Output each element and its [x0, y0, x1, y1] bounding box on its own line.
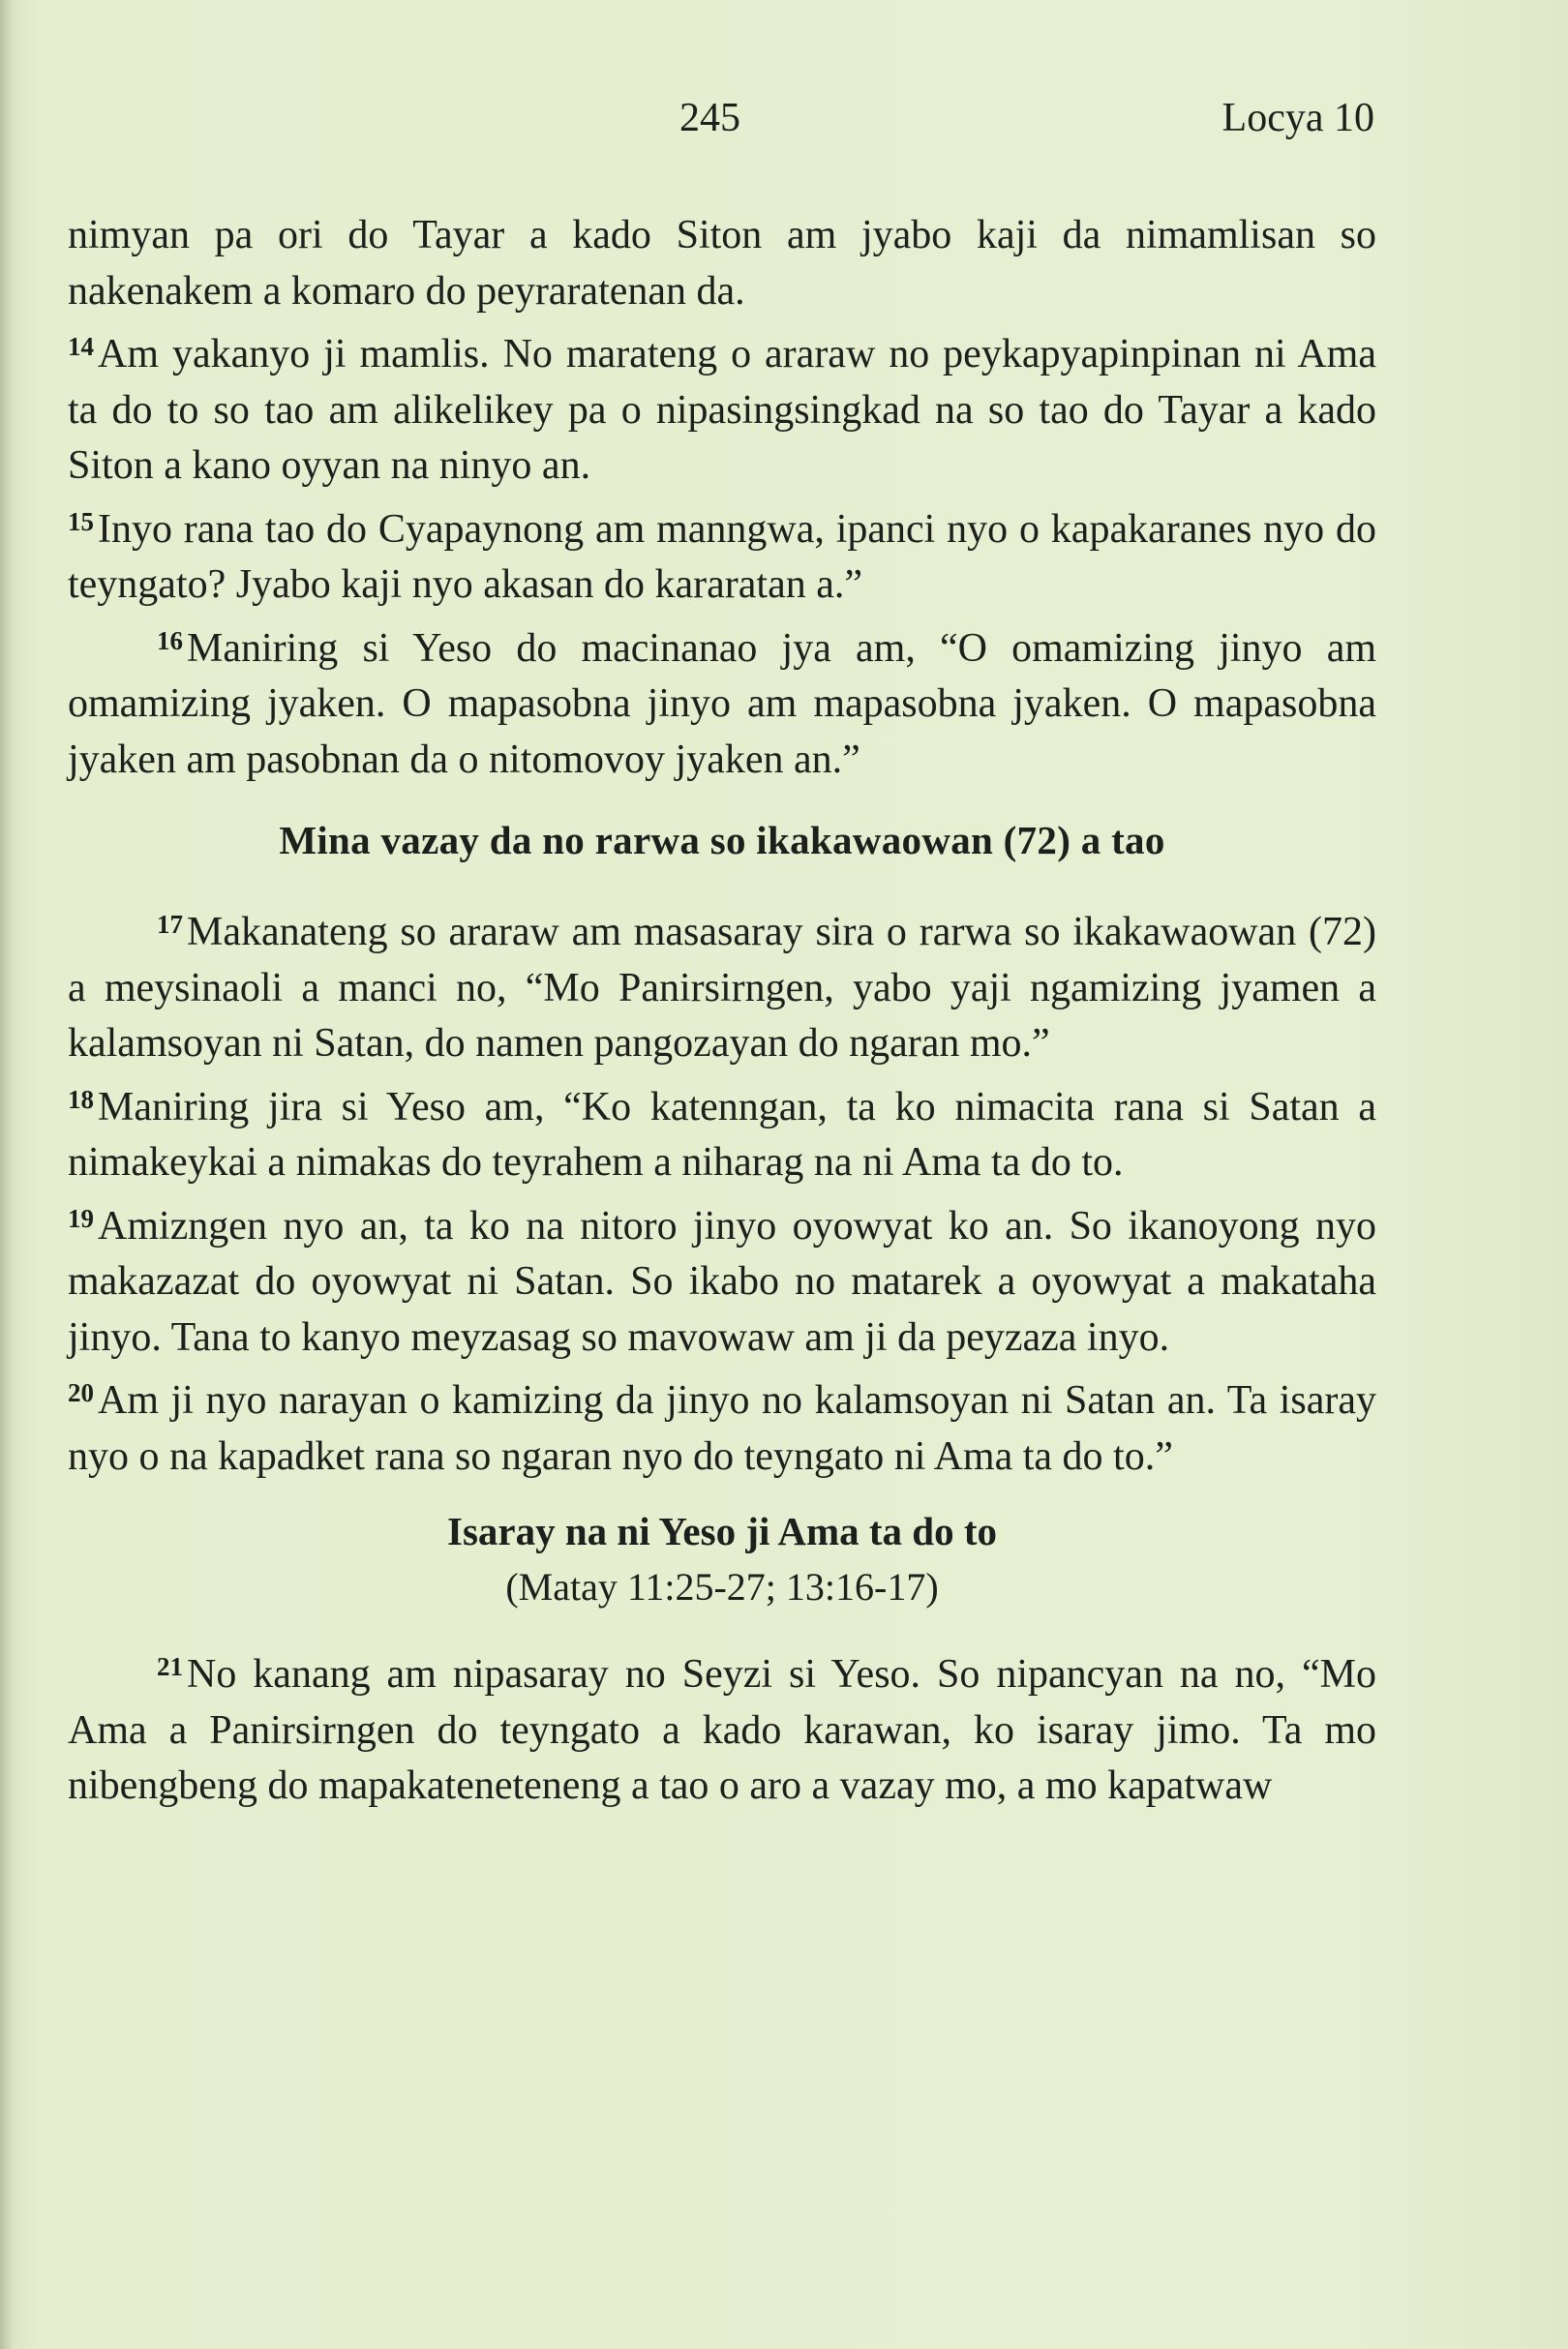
body-text — [68, 208, 1376, 1815]
paragraph — [68, 208, 1376, 319]
paragraph — [68, 495, 1376, 614]
verse-number: 15 — [68, 506, 94, 536]
paragraph — [68, 1072, 1376, 1191]
paragraph — [68, 1640, 1376, 1815]
paragraph — [68, 614, 1376, 789]
verse-number: 17 — [157, 910, 183, 939]
page-number: 245 — [679, 96, 740, 140]
section-heading-title: Isaray na ni Yeso ji Ama ta do to — [447, 1509, 997, 1553]
verse-text: Amizngen nyo an, ta ko na nitoro jinyo oyowyat ko an. So ikanoyong nyo makazazat do oyowyat ni Satan. So ikabo no matarek a oyowyat a makataha jinyo. Tana to kanyo meyzasag so mavowaw am ji da peyzaza inyo. — [68, 1203, 1376, 1360]
verse-text: Am ji nyo narayan o kamizing da jinyo no kalamsoyan ni Satan an. Ta isaray nyo o na kapadket rana so ngaran nyo do teyngato ni Ama ta do to.” — [68, 1378, 1376, 1479]
section-heading — [68, 1504, 1376, 1614]
verse-text: Inyo rana tao do Cyapaynong am manngwa, ipanci nyo o kapakaranes nyo do teyngato? Jyabo kaji nyo akasan do kararatan a.” — [68, 506, 1376, 607]
verse-text: Am yakanyo ji mamlis. No marateng o araraw no peykapyapinpinan ni Ama ta do to so tao am alikelikey pa o nipasingsingkad na so tao do Tayar a kado Siton a kano oyyan na ninyo an. — [68, 332, 1376, 488]
page-spine-shadow — [0, 0, 14, 2349]
verse-text: Maniring si Yeso do macinanao jya am, “O omamizing jinyo am omamizing jyaken. O mapasobna jinyo am mapasobna jyaken. O mapasobna jyaken am pasobnan da o nitomovoy jyaken an.” — [68, 625, 1376, 782]
running-head: Locya 10 — [1221, 96, 1374, 140]
verse-text: Makanateng so araraw am masasaray sira o rarwa so ikakawaowan (72) a meysinaoli a manci no, “Mo Panirsirngen, yabo yaji ngamizing jyamen a kalamsoyan ni Satan, do namen pangozayan do ngaran mo.” — [68, 910, 1376, 1066]
paragraph — [68, 897, 1376, 1072]
verse-number: 19 — [68, 1203, 94, 1233]
verse-text: nimyan pa ori do Tayar a kado Siton am jyabo kaji da nimamlisan so nakenakem a komaro do peyraratenan da. — [68, 213, 1376, 314]
paragraph — [68, 319, 1376, 495]
verse-text: No kanang am nipasaray no Seyzi si Yeso. So nipancyan na no, “Mo Ama a Panirsirngen do teyngato a kado karawan, ko isaray jimo. Ta mo nibengbeng do mapakateneteneng a tao o aro a vazay mo, a mo kapatwaw — [68, 1652, 1376, 1808]
cross-reference: (Matay 11:25-27; 13:16-17) — [505, 1565, 939, 1609]
verse-number: 14 — [68, 332, 94, 361]
verse-number: 18 — [68, 1084, 94, 1114]
section-heading: Mina vazay da no rarwa so ikakawaowan (72) a tao — [279, 818, 1165, 862]
page-header — [0, 95, 1568, 153]
verse-number: 16 — [157, 625, 183, 655]
verse-number: 20 — [68, 1378, 94, 1407]
verse-number: 21 — [157, 1652, 183, 1681]
verse-text: Maniring jira si Yeso am, “Ko katenngan, ta ko nimacita rana si Satan a nimakeykai a nimakas do teyrahem a niharag na ni Ama ta do to. — [68, 1084, 1376, 1185]
paragraph — [68, 1191, 1376, 1367]
paragraph — [68, 1366, 1376, 1485]
